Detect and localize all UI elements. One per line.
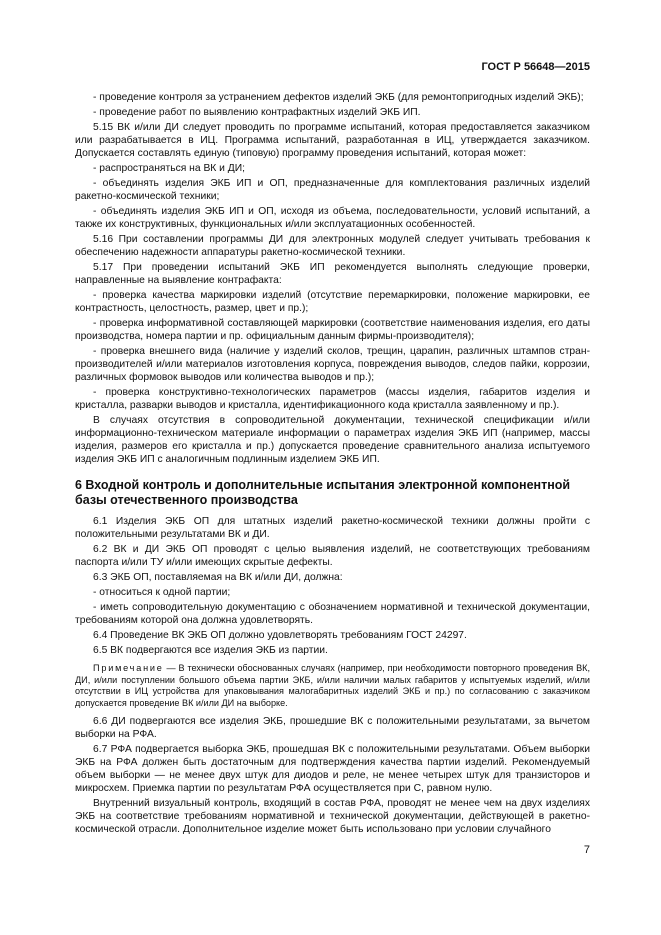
paragraph: - проверка внешнего вида (наличие у изделий сколов, трещин, царапин, различных штампов стран-производителей и/или материалов изготовления корпуса, повреждения выводов, следов пайки, коррозии, различных формовок выводов или количества выводов и пр.); (75, 346, 590, 383)
paragraph: 5.16 При составлении программы ДИ для электронных модулей следует учитывать требования к обеспечению надежности аппаратуры ракетно-космической техники. (75, 234, 590, 258)
paragraph: - иметь сопроводительную документацию с обозначением нормативной и технической документации, требованиям которой она должна удовлетворять. (75, 602, 590, 626)
paragraph: 6.6 ДИ подвергаются все изделия ЭКБ, прошедшие ВК с положительными результатами, за вычетом выборки на РФА. (75, 716, 590, 740)
paragraph: - проверка конструктивно-технологических параметров (массы изделия, габаритов изделия и кристалла, разварки выводов и кристалла, идентификационного кода кристалла заявленному и пр.). (75, 387, 590, 411)
note-label: Примечание (93, 663, 164, 673)
paragraph: - проверка информативной составляющей маркировки (соответствие наименования изделия, его даты производства, номера партии и пр. официальным данным фирмы-производителя); (75, 318, 590, 342)
note-text: — В технически обоснованных случаях (например, при необходимости повторного проведения ВК, ДИ, и/или поступлении большого объема партии ЭКБ, и/или наличии малых габаритов у испытуемых изделий, и/или отсутствии в ИЦ устройства для упаковывания малогабаритных изделий ЭКБ и пр.) по согласованию с заказчиком допускается проведение ВК и/или ДИ на выборке. (75, 663, 590, 708)
paragraph: 6.1 Изделия ЭКБ ОП для штатных изделий ракетно-космической техники должны пройти с положительными результатами ВК и ДИ. (75, 516, 590, 540)
paragraph: - проверка качества маркировки изделий (отсутствие перемаркировки, положение маркировки, ее контрастность, целостность, размер, цвет и пр.); (75, 290, 590, 314)
paragraph: - относиться к одной партии; (93, 587, 231, 598)
paragraph: 6.4 Проведение ВК ЭКБ ОП должно удовлетворять требованиям ГОСТ 24297. (93, 630, 467, 641)
paragraph: 6.3 ЭКБ ОП, поставляемая на ВК и/или ДИ, должна: (93, 572, 343, 583)
paragraph: - объединять изделия ЭКБ ИП и ОП, исходя из объема, последовательности, условий испытаний, а также их конструктивных, функциональных и/или эксплуатационных особенностей. (75, 206, 590, 230)
note (75, 663, 590, 709)
paragraph: - распространяться на ВК и ДИ; (93, 163, 246, 174)
paragraph: - объединять изделия ЭКБ ИП и ОП, предназначенные для комплектования различных изделий ракетно-космической техники; (75, 178, 590, 202)
paragraph: В случаях отсутствия в сопроводительной документации, технической спецификации и/или информационно-техническом материале информации о параметрах изделия ЭКБ ИП (например, массы изделия, размеров его кристалла и пр.) допускается проведение сравнительного анализа испытуемого изделия ЭКБ ИП с аналогичным подлинным изделием ЭКБ ИП. (75, 415, 590, 465)
page-number: 7 (583, 844, 590, 856)
paragraph: - проведение контроля за устранением дефектов изделий ЭКБ (для ремонтопригодных изделий ЭКБ); (93, 92, 584, 103)
paragraph: 5.15 ВК и/или ДИ следует проводить по программе испытаний, которая предоставляется заказчиком или разрабатывается в ИЦ. Программа испытаний, разработанная в ИЦ, утверждается заказчиком. Допускается составлять единую (типовую) программу проведения испытаний, которая может: (75, 122, 590, 159)
paragraph: 5.17 При проведении испытаний ЭКБ ИП рекомендуется выполнять следующие проверки, направленные на выявление контрафакта: (75, 262, 590, 286)
paragraph: 6.7 РФА подвергается выборка ЭКБ, прошедшая ВК с положительными результатами. Объем выборки ЭКБ на РФА должен быть достаточным для подтверждения качества партии изделий. Рекомендуемый объем выборки — не менее двух штук для диодов и реле, не менее четырех штук для транзисторов и микросхем. Приемка партии по результатам РФА осуществляется при С, равном нулю. (75, 744, 590, 794)
paragraph: Внутренний визуальный контроль, входящий в состав РФА, проводят не менее чем на двух изделиях ЭКБ на соответствие требованиям нормативной и технической документации, действующей в ракетно-космической отрасли. Дополнительное изделие может быть использовано при условии случайного (75, 798, 590, 835)
paragraph: 6.2 ВК и ДИ ЭКБ ОП проводят с целью выявления изделий, не соответствующих требованиям паспорта и/или ТУ и/или имеющих скрытые дефекты. (75, 544, 590, 568)
paragraph: - проведение работ по выявлению контрафактных изделий ЭКБ ИП. (93, 107, 421, 118)
document-body (75, 91, 590, 838)
section-heading: 6 Входной контроль и дополнительные испытания электронной компонентной базы отечественного производства (75, 478, 571, 507)
paragraph: 6.5 ВК подвергаются все изделия ЭКБ из партии. (93, 645, 328, 656)
standard-designation: ГОСТ Р 56648—2015 (481, 61, 590, 73)
